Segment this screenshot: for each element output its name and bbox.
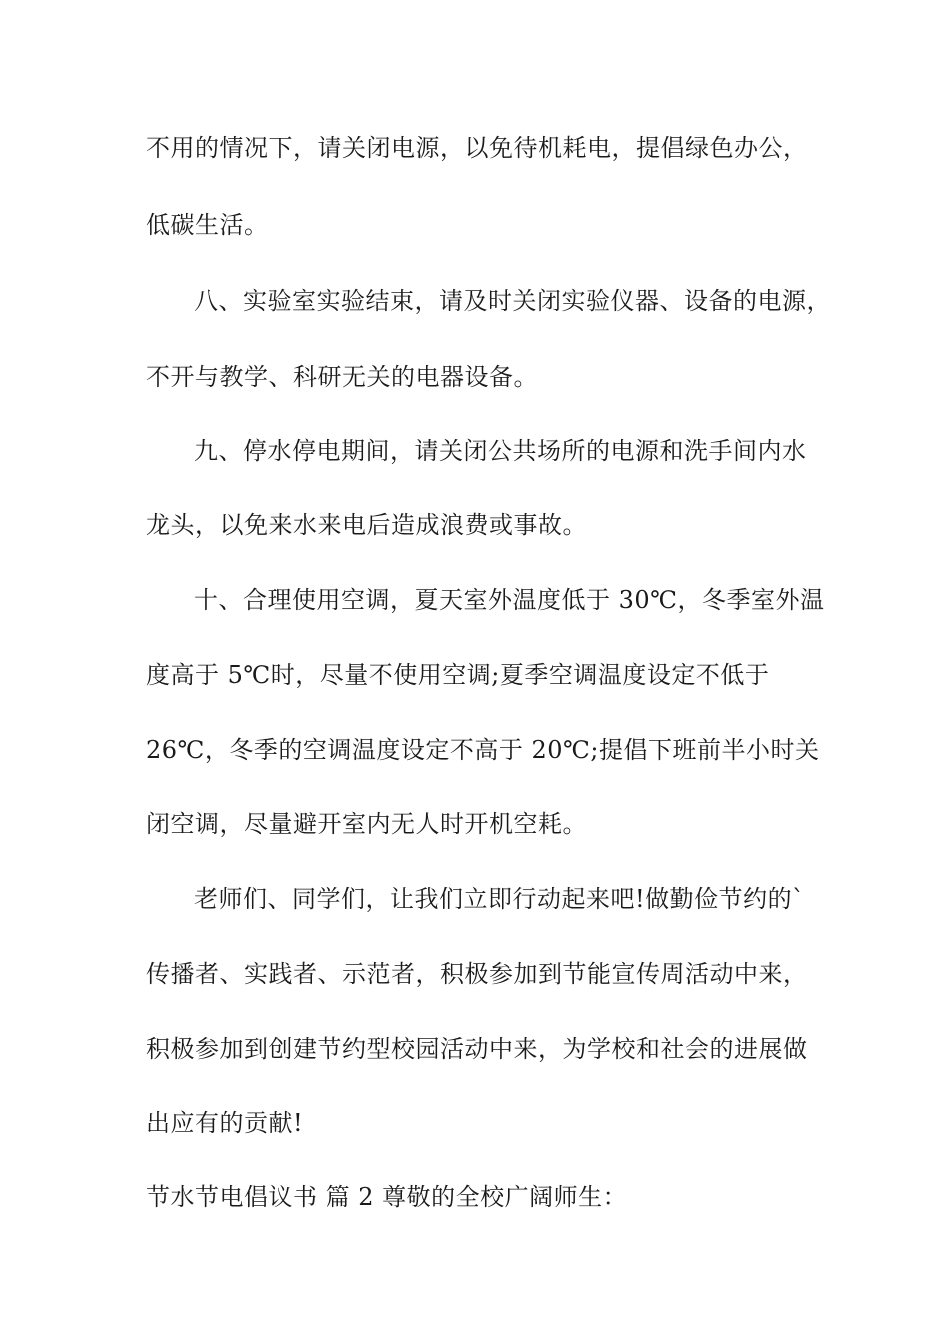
section-heading: 节水节电倡议书 篇 2 尊敬的全校广阔师生：	[146, 1183, 628, 1211]
paragraph-line: 低碳生活。	[146, 211, 269, 239]
paragraph-line: 闭空调，尽量避开室内无人时开机空耗。	[146, 810, 587, 838]
paragraph-line: 不开与教学、科研无关的电器设备。	[146, 363, 538, 391]
paragraph-line: 龙头，以免来水来电后造成浪费或事故。	[146, 511, 587, 539]
paragraph-line: 九、停水停电期间，请关闭公共场所的电源和洗手间内水	[194, 437, 807, 465]
paragraph-line: 26℃，冬季的空调温度设定不高于 20℃;提倡下班前半小时关	[146, 736, 820, 764]
paragraph-line: 度高于 5℃时，尽量不使用空调;夏季空调温度设定不低于	[146, 661, 770, 689]
paragraph-line: 传播者、实践者、示范者，积极参加到节能宣传周活动中来，	[146, 960, 808, 988]
paragraph-line: 出应有的贡献!	[146, 1109, 304, 1137]
paragraph-line: 八、实验室实验结束，请及时关闭实验仪器、设备的电源，	[194, 287, 831, 315]
paragraph-line: 不用的情况下，请关闭电源，以免待机耗电，提倡绿色办公，	[146, 134, 808, 162]
paragraph-line: 积极参加到创建节约型校园活动中来，为学校和社会的进展做	[146, 1035, 808, 1063]
paragraph-line: 十、合理使用空调，夏天室外温度低于 30℃，冬季室外温	[194, 586, 825, 614]
paragraph-line: 老师们、同学们，让我们立即行动起来吧!做勤俭节约的`	[194, 885, 805, 913]
